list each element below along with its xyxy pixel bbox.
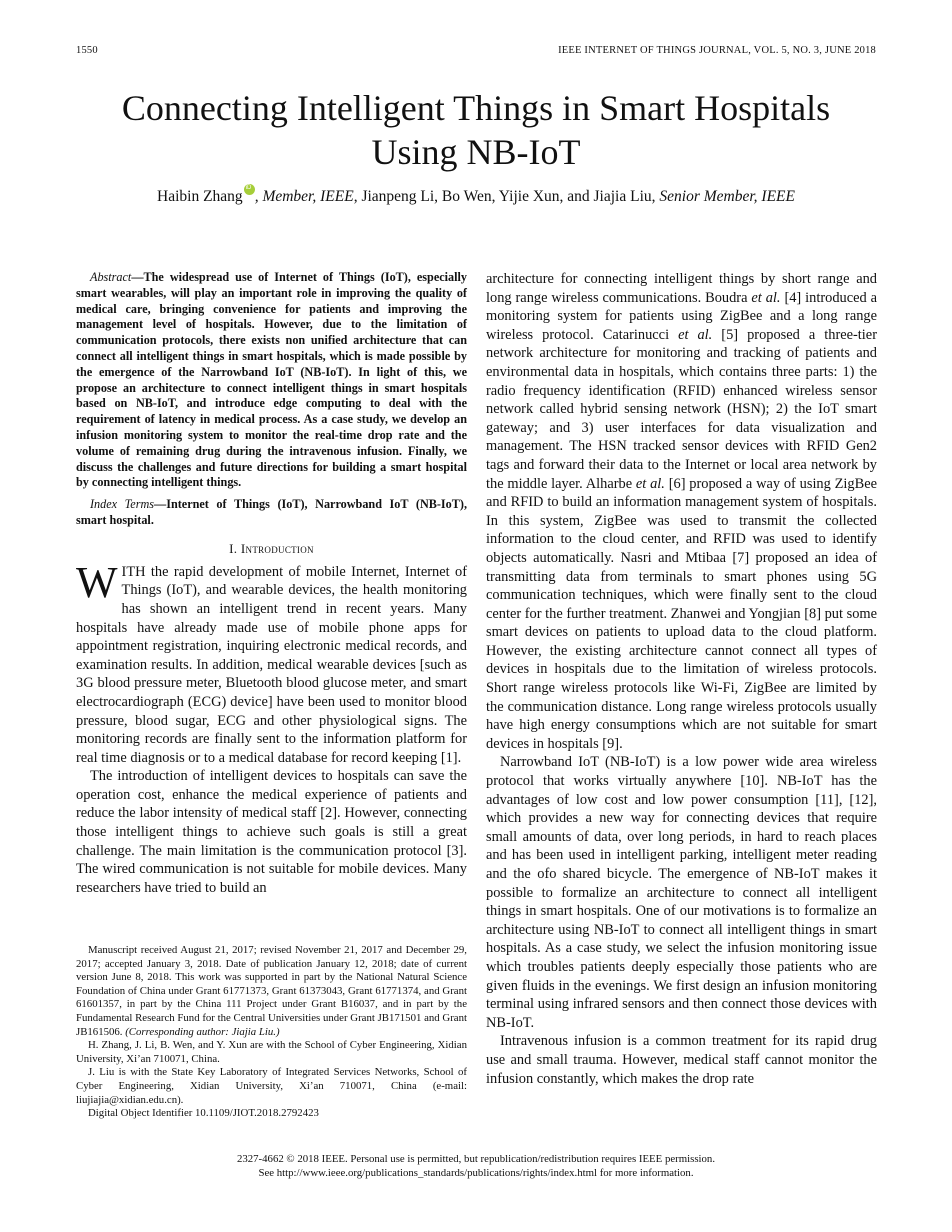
author-role: , Member, IEEE [254,188,354,205]
index-terms-label: Index Terms [90,497,155,512]
text-run: architecture for connecting intelligent things by short range and long range wireless communications. Boudra [486,271,877,306]
page-number: 1550 [76,45,98,56]
right-column [486,270,877,1088]
footnotes [76,944,467,1121]
drop-cap: W [76,557,118,607]
author-name: Haibin Zhang [157,188,243,205]
coauthor-names: , Jianpeng Li, Bo Wen, Yijie Xun, and Jiajia Liu, [353,188,656,205]
index-terms-text: —Internet of Things (IoT), Narrowband IoT (NB-IoT), smart hospital. [76,497,468,527]
et-al: et al. [635,475,665,492]
intro-p1-text: ITH the rapid development of mobile Internet, Internet of Things (IoT), and wearable devices, the health monitoring has shown an intelligent trend in recent years. Many hospitals have already made use of mobile phone apps for appointment registration, inquiring electronic medical records, and examination results. In addition, medical wearable devices [such as 3G blood pressure meter, Bluetooth blood glucose meter, and smart electrocardiograph (ECG) device] have been used to monitor blood pressure, blood sugar, ECG and other physiological signs. The monitoring records are finally sent to the information platform for real time diagnosis or to a medical database for record keeping [1]. [76,563,467,766]
corresponding-author: (Corresponding author: Jiajia Liu.) [125,1025,280,1038]
paper-title: Connecting Intelligent Things in Smart Hospitals Using NB-IoT [121,88,831,172]
text-run: [4] introduced a monitoring system for patients using ZigBee and a long range wireless protocol. Catarinucci [486,289,877,343]
copyright-notice [76,1152,876,1180]
abstract-text: —The widespread use of Internet of Things (IoT), especially smart wearables, will play an important role in improving the quality of medical care, bringing convenience for patients and improving the management level of hospitals. However, due to the limitation of communication protocols, there exists non unified architecture that can connect all intelligent things in smart hospitals, which is made possible by the emergence of the Narrowband IoT (NB-IoT). In light of this, we propose an architecture to connect intelligent things in smart hospitals based on NB-IoT, and introduce edge computing to deal with the requirement of latency in medical process. As a case study, we develop an infusion monitoring system to monitor the real-time drop rate and the volume of remaining drug during the intravenous infusion. Finally, we discuss the challenges and future directions for building a smart hospital by connecting intelligent things. [76,270,467,490]
author-role-senior: Senior Member, IEEE [655,188,795,205]
footnote-affiliation-1: H. Zhang, J. Li, B. Wen, and Y. Xun are with the School of Cyber Engineering, Xidian University, Xi’an 710071, China. [76,1039,467,1065]
left-column [76,270,467,897]
right-paragraph-1 [486,270,877,753]
et-al: et al. [678,326,713,343]
intro-paragraph-1 [76,557,467,768]
text-run: [5] proposed a three-tier network architecture for monitoring and tracking of patients and environmental data in hospitals, which contains three parts: 1) the radio frequency identification (RFID) enhanced wireless sensor network called hybrid sensing network (HSN); 2) the IoT smart gateway; and 3) user interfaces for data visualization and management. The HSN tracked sensor devices with RFID Gen2 tags and forward their data to the Internet or local area network by the middle layer. Alharbe [486,326,877,492]
right-paragraph-3: Intravenous infusion is a common treatment for its rapid drug use and small trauma. However, medical staff cannot monitor the infusion constantly, which makes the drop rate [486,1033,877,1087]
right-paragraph-2: Narrowband IoT (NB-IoT) is a low power wide area wireless protocol that works virtually anywhere [10]. NB-IoT has the advantages of low cost and low power consumption [11], [12], which provides a new way for connecting devices that require small amounts of data, over long periods, in hard to reach places and has been used in intelligent parking, intelligent meter reading and the ofo shared bicycle. The emergence of NB-IoT makes it possible to formalize an architecture to connect all intelligent things in smart hospitals. One of our motivations is to formalize an architecture using NB-IoT to connect all intelligent things in smart hospitals. As a case study, we select the infusion monitoring issue which troubles patients deeply especially those patients who are given fluids in the evenings. We first design an infusion monitoring terminal using infrared sensors and then connect those devices with NB-IoT. [486,754,877,1031]
footnote-manuscript [76,944,467,1039]
author-line [76,184,876,206]
running-header: IEEE INTERNET OF THINGS JOURNAL, VOL. 5, NO. 3, JUNE 2018 [558,45,876,56]
intro-paragraph-2: The introduction of intelligent devices to hospitals can save the operation cost, enhance the medical experience of patients and reduce the labor intensity of medical staff [2]. However, connecting those intelligent things to achieve such goals is still a great challenge. The main limitation is the communication protocol [3]. The wired communication is not suitable for mobile devices. Many researchers have tried to build an [76,768,467,896]
et-al: et al. [751,289,781,306]
footnote-manuscript-text: Manuscript received August 21, 2017; revised November 21, 2017 and December 29, 2017; accepted January 3, 2018. Date of publication January 12, 2018; date of current version June 8, 2018. This work was supported in part by the National Natural Science Foundation of China under Grant 61771373, Grant 61373043, Grant 61771374, and Grant 61601357, in part by the China 111 Project under Grant B16037, and in part by the Fundamental Research Fund for the Central Universities under Grant JB171501 and Grant JB161506. [76,944,467,1038]
abstract-label: Abstract [90,270,132,284]
section-heading: I. Introduction [229,540,314,556]
abstract [76,270,467,491]
text-run: [6] proposed a way of using ZigBee and RFID to build an information management system of hospitals. In this system, ZigBee was used to transmit the collected information to the cloud center, and RFID was used to identify objects automatically. Nasri and Mtibaa [7] proposed an idea of transmitting data from terminals to smart phones using 5G communication techniques, which were finally sent to the cloud center for the further treatment. Zhanwei and Yongjian [8] put some smart devices on patients to upload data to the cloud platform. However, the existing architecture cannot connect all types of devices in hospitals due to the limitation of wireless protocols. Short range wireless protocols like Wi-Fi, ZigBee are limited by the communication distance. Long range wireless protocols usually have high energy consumptions which are not suitable for smart devices in hospitals [9]. [486,475,877,752]
orcid-icon[interactable] [244,184,255,195]
footnote-affiliation-2: J. Liu is with the State Key Laboratory of Integrated Services Networks, School of Cyber Engineering, Xidian University, Xi’an 710071, China (e-mail: liujiajia@xidian.edu.cn). [76,1066,467,1106]
copyright-line-1: 2327-4662 © 2018 IEEE. Personal use is permitted, but republication/redistribution requires IEEE permission. [236,1153,716,1165]
footnote-doi: Digital Object Identifier 10.1109/JIOT.2018.2792423 [88,1107,319,1120]
index-terms [76,497,467,529]
copyright-line-2: See http://www.ieee.org/publications_standards/publications/rights/index.html for more information. [258,1167,694,1179]
